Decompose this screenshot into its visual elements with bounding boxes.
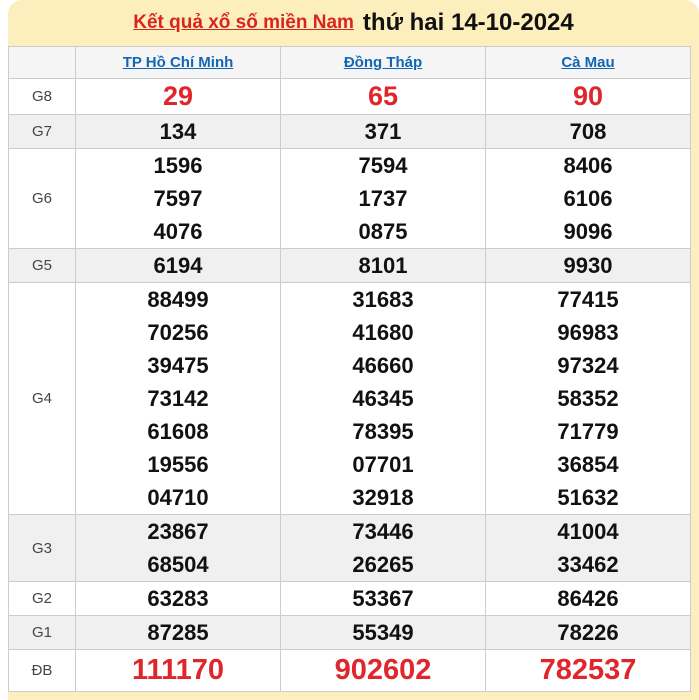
prize-number: 70256 bbox=[147, 320, 209, 345]
prize-number: 77415 bbox=[557, 287, 619, 312]
prize-number: 111170 bbox=[132, 654, 224, 686]
prize-number: 46660 bbox=[352, 353, 414, 378]
prize-numbers-cell bbox=[76, 149, 281, 249]
prize-number: 41004 bbox=[557, 519, 619, 544]
prize-number: 73446 bbox=[352, 519, 414, 544]
prize-number: 32918 bbox=[352, 485, 414, 510]
prize-number: 63283 bbox=[147, 586, 209, 611]
prize-number: 9096 bbox=[563, 219, 613, 244]
prize-numbers-cell bbox=[76, 650, 281, 692]
results-body bbox=[9, 79, 691, 692]
prize-number: 96983 bbox=[557, 320, 619, 345]
prize-number: 19556 bbox=[147, 452, 209, 477]
prize-label: G4 bbox=[9, 283, 76, 515]
prize-number: 97324 bbox=[557, 353, 619, 378]
prize-number: 1737 bbox=[358, 186, 408, 211]
prize-numbers-cell bbox=[281, 79, 486, 115]
column-header-dong-thap bbox=[281, 47, 486, 79]
prize-label: G7 bbox=[9, 115, 76, 149]
prize-numbers-cell bbox=[76, 249, 281, 283]
prize-number: 0875 bbox=[358, 219, 408, 244]
prize-number: 51632 bbox=[557, 485, 619, 510]
corner-cell bbox=[9, 47, 76, 79]
prize-number: 68504 bbox=[147, 552, 209, 577]
prize-numbers-cell bbox=[486, 149, 691, 249]
prize-number: 4076 bbox=[153, 219, 203, 244]
prize-number: 9930 bbox=[563, 253, 613, 278]
table-row bbox=[9, 115, 691, 149]
region-results-link[interactable]: Kết quả xổ số miền Nam bbox=[133, 12, 354, 33]
prize-number: 31683 bbox=[352, 287, 414, 312]
prize-number: 29 bbox=[162, 81, 194, 111]
table-row bbox=[9, 650, 691, 692]
table-row bbox=[9, 149, 691, 249]
prize-label: ĐB bbox=[9, 650, 76, 692]
prize-numbers-cell bbox=[76, 115, 281, 149]
prize-numbers-cell bbox=[486, 616, 691, 650]
prize-number: 39475 bbox=[147, 353, 209, 378]
prize-number: 23867 bbox=[147, 519, 209, 544]
prize-numbers-cell bbox=[486, 115, 691, 149]
prize-numbers-cell bbox=[486, 79, 691, 115]
prize-number: 78395 bbox=[352, 419, 414, 444]
prize-label: G5 bbox=[9, 249, 76, 283]
lottery-results-widget bbox=[8, 0, 699, 700]
prize-number: 371 bbox=[364, 119, 402, 144]
prize-numbers-cell bbox=[486, 650, 691, 692]
prize-number: 7594 bbox=[358, 153, 408, 178]
prize-numbers-cell bbox=[281, 616, 486, 650]
prize-number: 87285 bbox=[147, 620, 209, 645]
table-row bbox=[9, 249, 691, 283]
prize-numbers-cell bbox=[76, 616, 281, 650]
table-row bbox=[9, 582, 691, 616]
prize-number: 88499 bbox=[147, 287, 209, 312]
column-header-hcm bbox=[76, 47, 281, 79]
prize-number: 53367 bbox=[352, 586, 414, 611]
table-row bbox=[9, 515, 691, 582]
table-row bbox=[9, 79, 691, 115]
prize-number: 8406 bbox=[563, 153, 613, 178]
prize-numbers-cell bbox=[281, 582, 486, 616]
prize-numbers-cell bbox=[281, 650, 486, 692]
prize-numbers-cell bbox=[281, 283, 486, 515]
prize-numbers-cell bbox=[281, 515, 486, 582]
province-link-tp-ho-chi-minh[interactable]: TP Hồ Chí Minh bbox=[122, 53, 234, 71]
prize-number: 73142 bbox=[147, 386, 209, 411]
prize-number: 86426 bbox=[557, 586, 619, 611]
prize-label: G8 bbox=[9, 79, 76, 115]
prize-number: 1596 bbox=[153, 153, 203, 178]
column-header-ca-mau bbox=[486, 47, 691, 79]
prize-label: G1 bbox=[9, 616, 76, 650]
prize-numbers-cell bbox=[76, 79, 281, 115]
prize-label: G6 bbox=[9, 149, 76, 249]
prize-number: 26265 bbox=[352, 552, 414, 577]
prize-number: 134 bbox=[159, 119, 197, 144]
prize-number: 6194 bbox=[153, 253, 203, 278]
prize-numbers-cell bbox=[486, 582, 691, 616]
prize-number: 07701 bbox=[352, 452, 414, 477]
prize-numbers-cell bbox=[76, 515, 281, 582]
prize-number: 6106 bbox=[563, 186, 613, 211]
prize-numbers-cell bbox=[76, 283, 281, 515]
prize-number: 782537 bbox=[539, 654, 637, 686]
prize-label: G3 bbox=[9, 515, 76, 582]
prize-numbers-cell bbox=[76, 582, 281, 616]
results-table bbox=[8, 46, 691, 692]
prize-number: 46345 bbox=[352, 386, 414, 411]
prize-numbers-cell bbox=[486, 515, 691, 582]
prize-number: 33462 bbox=[557, 552, 619, 577]
prize-numbers-cell bbox=[281, 149, 486, 249]
prize-numbers-cell bbox=[281, 249, 486, 283]
prize-number: 65 bbox=[367, 81, 399, 111]
prize-number: 04710 bbox=[147, 485, 209, 510]
table-row bbox=[9, 616, 691, 650]
draw-date: thứ hai 14-10-2024 bbox=[362, 9, 574, 36]
province-link-dong-thap[interactable]: Đồng Tháp bbox=[343, 53, 423, 71]
prize-number: 8101 bbox=[358, 253, 408, 278]
prize-number: 55349 bbox=[352, 620, 414, 645]
title-bar bbox=[8, 0, 699, 46]
prize-number: 708 bbox=[569, 119, 607, 144]
prize-number: 90 bbox=[572, 81, 604, 111]
prize-number: 78226 bbox=[557, 620, 619, 645]
prize-numbers-cell bbox=[281, 115, 486, 149]
prize-number: 58352 bbox=[557, 386, 619, 411]
prize-label: G2 bbox=[9, 582, 76, 616]
prize-number: 7597 bbox=[153, 186, 203, 211]
prize-number: 41680 bbox=[352, 320, 414, 345]
prize-number: 36854 bbox=[557, 452, 619, 477]
prize-numbers-cell bbox=[486, 249, 691, 283]
prize-numbers-cell bbox=[486, 283, 691, 515]
province-link-ca-mau[interactable]: Cà Mau bbox=[561, 53, 615, 71]
prize-number: 902602 bbox=[334, 654, 432, 686]
prize-number: 71779 bbox=[557, 419, 619, 444]
table-row bbox=[9, 283, 691, 515]
header-row bbox=[9, 47, 691, 79]
prize-number: 61608 bbox=[147, 419, 209, 444]
